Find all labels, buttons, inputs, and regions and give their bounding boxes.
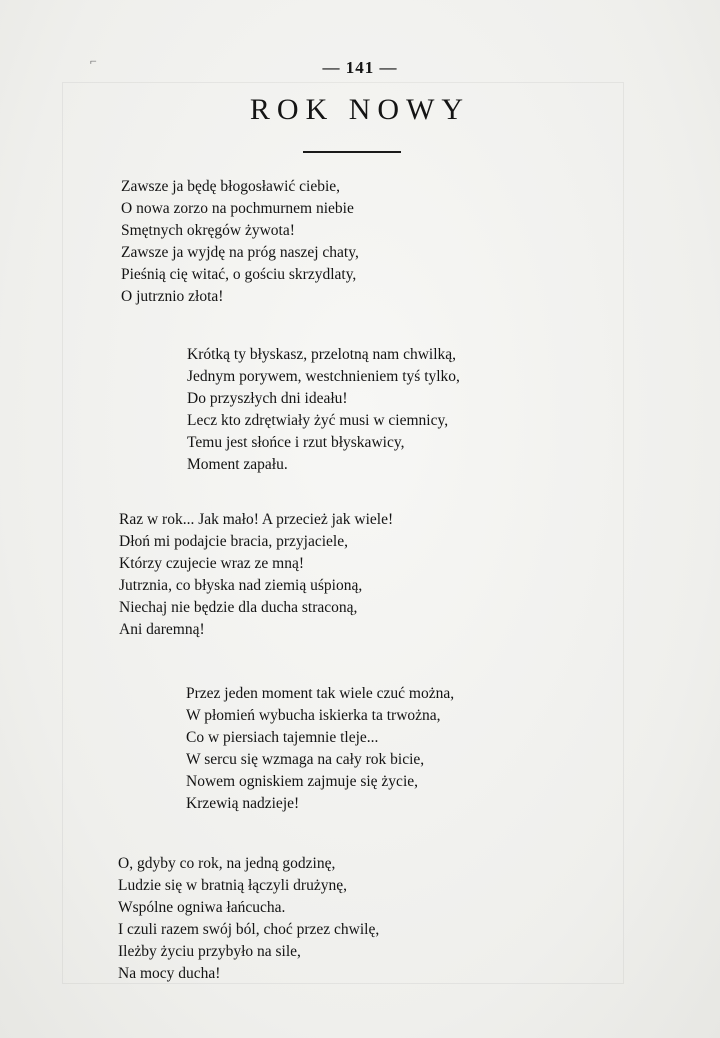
stanza-5 (118, 853, 379, 985)
poem-line: Niechaj nie będzie dla ducha straconą, (119, 599, 358, 616)
page-number: — 141 — (322, 58, 398, 77)
poem-line: Lecz kto zdrętwiały żyć musi w ciemnicy, (187, 412, 449, 429)
poem-line: O, gdyby co rok, na jedną godzinę, (118, 855, 336, 872)
poem-line: Pieśnią cię witać, o gościu skrzydlaty, (121, 266, 357, 283)
poem-line: Jutrznia, co błyska nad ziemią uśpioną, (119, 577, 363, 594)
poem-line: Zawsze ja wyjdę na próg naszej chaty, (121, 244, 359, 261)
poem-line: W płomień wybucha iskierka ta trwożna, (186, 707, 441, 724)
poem-line: O nowa zorzo na pochmurnem niebie (121, 200, 354, 217)
poem-line: O jutrznio złota! (121, 288, 224, 305)
poem-line: Temu jest słońce i rzut błyskawicy, (187, 434, 405, 451)
poem-line: Na mocy ducha! (118, 965, 221, 982)
poem-line: Nowem ogniskiem zajmuje się życie, (186, 773, 419, 790)
poem-line: Którzy czujecie wraz ze mną! (119, 555, 305, 572)
poem-line: Smętnych okręgów żywota! (121, 222, 295, 239)
stanza-4 (186, 683, 454, 815)
stanza-2 (187, 344, 460, 476)
stanza-3 (119, 509, 393, 641)
poem-line: Krótką ty błyskasz, przelotną nam chwilką, (187, 346, 457, 363)
poem-line: Co w piersiach tajemnie tleje... (186, 729, 379, 746)
poem-line: Moment zapału. (187, 456, 288, 473)
stanza-1 (121, 176, 359, 308)
poem-line: Ileżby życiu przybyło na sile, (118, 943, 301, 960)
scan-speck: ⌐ (90, 54, 97, 68)
poem-line: Zawsze ja będę błogosławić ciebie, (121, 178, 341, 195)
poem-line: Wspólne ogniwa łańcucha. (118, 899, 286, 916)
poem-line: Do przyszłych dni ideału! (187, 390, 348, 407)
poem-line: Ani daremną! (119, 621, 205, 638)
poem-line: Krzewią nadzieje! (186, 795, 300, 812)
poem-line: Przez jeden moment tak wiele czuć można, (186, 685, 455, 702)
title-underline (303, 151, 401, 153)
poem-title: ROK NOWY (249, 93, 471, 126)
poem-line: Raz w rok... Jak mało! A przecież jak wiele! (119, 511, 394, 528)
poem-line: Jednym porywem, westchnieniem tyś tylko, (187, 368, 460, 385)
poem-line: W sercu się wzmaga na cały rok bicie, (186, 751, 425, 768)
poem-line: Ludzie się w bratnią łączyli drużynę, (118, 877, 347, 894)
poem-line: I czuli razem swój ból, choć przez chwilę, (118, 921, 380, 938)
poem-line: Dłoń mi podajcie bracia, przyjaciele, (119, 533, 348, 550)
